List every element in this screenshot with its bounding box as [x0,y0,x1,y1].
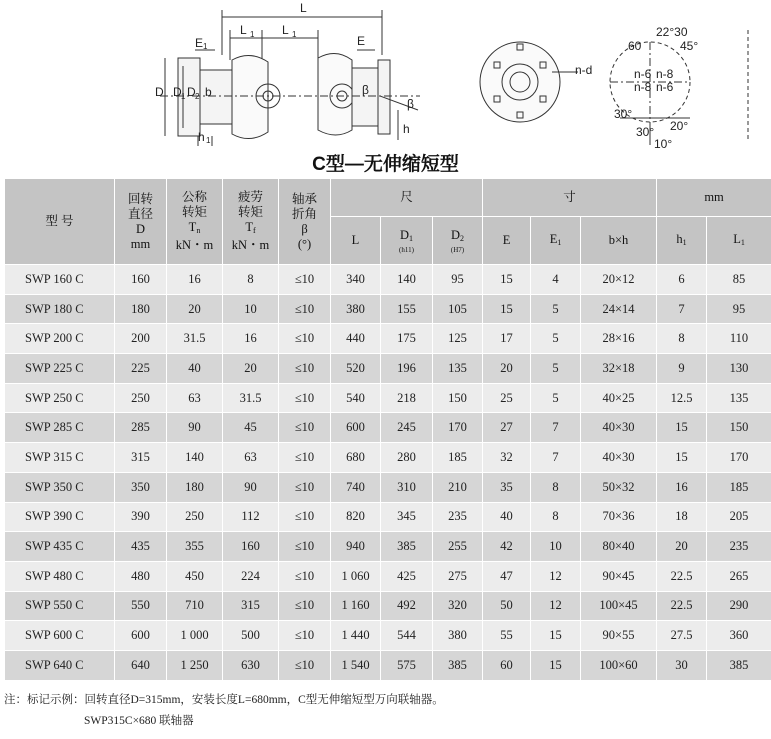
cell-l1: 95 [707,294,771,324]
cell-beta: ≤10 [279,561,331,591]
cell-bxh: 50×32 [581,472,657,502]
cell-e1: 5 [531,354,581,384]
cell-model: SWP 600 C [5,621,115,651]
label-h: h [403,122,410,136]
header-D1-text: D [399,227,410,242]
header-Tn-sub: n [196,226,201,235]
header-beta-l2: 折角 [291,206,317,221]
label-D1: D [173,85,182,99]
cell-e: 15 [483,294,531,324]
cell-d: 200 [115,324,167,354]
cell-h1: 16 [657,472,707,502]
cell-model: SWP 350 C [5,472,115,502]
cell-d: 550 [115,591,167,621]
header-D1-tol: (h11) [399,245,414,254]
cell-beta: ≤10 [279,472,331,502]
header-D2-sub: 2 [460,233,465,243]
header-beta-l1: 轴承 [291,191,317,206]
label-E1: E [195,36,204,50]
label-angle-30-b: 30° [636,125,655,139]
cell-model: SWP 200 C [5,324,115,354]
cell-beta: ≤10 [279,294,331,324]
cell-e1: 5 [531,324,581,354]
cell-bxh: 70×36 [581,502,657,532]
note-line-1: 注：标记示例：回转直径D=315mm，安装长度L=680mm，C型无伸缩短型万向联轴器。 [4,694,444,706]
cell-bxh: 90×55 [581,621,657,651]
cell-l: 680 [331,443,381,473]
table-row [5,621,771,651]
label-beta-1: β [362,83,369,97]
label-E: E [357,34,366,48]
cell-tf: 16 [223,324,279,354]
cell-d2: 105 [433,294,483,324]
cell-model: SWP 480 C [5,561,115,591]
cell-d: 390 [115,502,167,532]
cell-d: 315 [115,443,167,473]
cell-beta: ≤10 [279,413,331,443]
label-E1-sub: 1 [203,42,208,51]
label-h1-sub: 1 [206,136,211,145]
cell-beta: ≤10 [279,324,331,354]
label-60: 60 [628,39,642,53]
cell-d2: 95 [433,265,483,295]
cell-l: 940 [331,532,381,562]
header-model: 型 号 [5,179,115,265]
cell-h1: 6 [657,265,707,295]
header-Tf-sub: f [252,226,256,235]
cell-bxh: 28×16 [581,324,657,354]
cell-model: SWP 225 C [5,354,115,384]
cell-beta: ≤10 [279,354,331,384]
cell-l1: 135 [707,383,771,413]
header-L1 [707,217,771,265]
cell-tn: 355 [167,532,223,562]
cell-d2: 185 [433,443,483,473]
cell-tn: 31.5 [167,324,223,354]
cell-l: 340 [331,265,381,295]
cell-l: 540 [331,383,381,413]
cell-model: SWP 640 C [5,650,115,680]
cell-d2: 380 [433,621,483,651]
cell-tf: 45 [223,413,279,443]
cell-e1: 5 [531,383,581,413]
spec-table [4,178,771,681]
cell-tf: 8 [223,265,279,295]
header-D-l3: D [135,221,146,236]
cell-tn: 710 [167,591,223,621]
cell-d: 180 [115,294,167,324]
cell-h1: 7 [657,294,707,324]
cell-d1: 492 [381,591,433,621]
table-row [5,650,771,680]
cell-l1: 360 [707,621,771,651]
label-D: D [155,85,164,99]
label-n6-b: n-6 [656,80,674,94]
label-angle-45: 45° [680,39,699,53]
cell-l1: 130 [707,354,771,384]
header-Tn-l4: kN・m [175,238,214,252]
table-row [5,324,771,354]
header-Tn-l3: T [188,220,197,234]
cell-bxh: 40×30 [581,413,657,443]
cell-model: SWP 250 C [5,383,115,413]
cell-tn: 16 [167,265,223,295]
cell-d1: 385 [381,532,433,562]
cell-beta: ≤10 [279,650,331,680]
cell-l1: 170 [707,443,771,473]
cell-e1: 15 [531,621,581,651]
header-D2 [433,217,483,265]
cell-l1: 110 [707,324,771,354]
cell-bxh: 90×45 [581,561,657,591]
cell-l1: 265 [707,561,771,591]
label-h1: h [198,130,205,144]
header-D-l1: 回转 [127,191,153,206]
label-L1-left: L [240,23,247,37]
label-L1-left-sub: 1 [250,30,255,39]
cell-l: 1 160 [331,591,381,621]
header-beta [279,179,331,265]
cell-beta: ≤10 [279,443,331,473]
header-D [115,179,167,265]
cell-tn: 250 [167,502,223,532]
cell-l: 1 540 [331,650,381,680]
cell-l: 600 [331,413,381,443]
cell-e1: 15 [531,650,581,680]
cell-tf: 500 [223,621,279,651]
header-L: L [331,217,381,265]
cell-tn: 450 [167,561,223,591]
header-beta-l3: β [301,221,308,236]
label-beta-2: β [407,97,414,111]
cell-d1: 140 [381,265,433,295]
cell-d2: 320 [433,591,483,621]
header-size: 尺 [331,179,483,217]
cell-d2: 150 [433,383,483,413]
label-b: b [205,85,212,99]
cell-l: 1 440 [331,621,381,651]
cell-tf: 112 [223,502,279,532]
cell-l1: 235 [707,532,771,562]
cell-bxh: 100×45 [581,591,657,621]
cell-d2: 170 [433,413,483,443]
cell-d2: 385 [433,650,483,680]
cell-d: 600 [115,621,167,651]
header-Tf-l3: T [245,220,253,234]
table-row [5,354,771,384]
cell-model: SWP 285 C [5,413,115,443]
table-row [5,532,771,562]
cell-bxh: 20×12 [581,265,657,295]
page-title: C型—无伸缩短型 [312,154,459,175]
cell-l1: 150 [707,413,771,443]
header-Tf-l4: kN・m [231,238,270,252]
cell-h1: 22.5 [657,561,707,591]
cell-d1: 345 [381,502,433,532]
cell-e: 35 [483,472,531,502]
header-E1-text: E [549,231,558,246]
table-row [5,591,771,621]
cell-e1: 8 [531,472,581,502]
table-row [5,413,771,443]
label-angle-20: 20° [670,119,689,133]
cell-d2: 125 [433,324,483,354]
header-L1-text: L [733,231,741,246]
cell-bxh: 40×25 [581,383,657,413]
cell-d1: 245 [381,413,433,443]
cell-tn: 40 [167,354,223,384]
header-size2: 寸 [483,179,657,217]
cell-h1: 22.5 [657,591,707,621]
cell-e: 15 [483,265,531,295]
table-row [5,294,771,324]
header-Tn [167,179,223,265]
header-Tf-l2: 转矩 [237,205,263,219]
cell-e1: 10 [531,532,581,562]
cell-d2: 235 [433,502,483,532]
cell-tn: 1 000 [167,621,223,651]
cell-d1: 310 [381,472,433,502]
cell-tn: 90 [167,413,223,443]
cell-d1: 544 [381,621,433,651]
label-L1-right: L [282,23,289,37]
technical-drawing [0,0,771,160]
header-h1-text: h [676,231,683,246]
cell-beta: ≤10 [279,621,331,651]
cell-e: 50 [483,591,531,621]
cell-beta: ≤10 [279,591,331,621]
cell-model: SWP 435 C [5,532,115,562]
cell-h1: 20 [657,532,707,562]
cell-tn: 140 [167,443,223,473]
header-E1 [531,217,581,265]
cell-h1: 30 [657,650,707,680]
header-bxh: b×h [581,217,657,265]
cell-l: 380 [331,294,381,324]
cell-e: 25 [483,383,531,413]
cell-tf: 10 [223,294,279,324]
cell-e: 55 [483,621,531,651]
label-n-d: n-d [575,63,593,77]
cell-l1: 385 [707,650,771,680]
table-row [5,265,771,295]
header-E1-sub: 1 [557,237,562,247]
cell-e1: 7 [531,413,581,443]
label-L1-right-sub: 1 [292,30,297,39]
cell-e: 60 [483,650,531,680]
label-n6-a: n-6 [634,67,652,81]
cell-h1: 18 [657,502,707,532]
cell-tf: 160 [223,532,279,562]
header-D2-tol: (H7) [450,245,465,254]
cell-d1: 155 [381,294,433,324]
cell-e: 32 [483,443,531,473]
cell-model: SWP 180 C [5,294,115,324]
label-angle-30-a: 30° [614,107,633,121]
cell-tf: 31.5 [223,383,279,413]
cell-l1: 205 [707,502,771,532]
cell-model: SWP 160 C [5,265,115,295]
cell-d: 285 [115,413,167,443]
header-L1-sub: 1 [740,237,745,247]
cell-h1: 12.5 [657,383,707,413]
cell-h1: 8 [657,324,707,354]
cell-h1: 9 [657,354,707,384]
table-row [5,561,771,591]
cell-e: 40 [483,502,531,532]
header-D1-sub: 1 [409,233,414,243]
cell-tf: 90 [223,472,279,502]
header-Tf [223,179,279,265]
cell-beta: ≤10 [279,383,331,413]
cell-d: 350 [115,472,167,502]
cell-tn: 1 250 [167,650,223,680]
cell-bxh: 32×18 [581,354,657,384]
cell-d1: 196 [381,354,433,384]
cell-model: SWP 315 C [5,443,115,473]
cell-bxh: 40×30 [581,443,657,473]
header-beta-l4: (°) [297,236,312,251]
cell-tn: 180 [167,472,223,502]
cell-tf: 63 [223,443,279,473]
cell-d: 225 [115,354,167,384]
table-row [5,502,771,532]
cell-tf: 315 [223,591,279,621]
cell-model: SWP 550 C [5,591,115,621]
cell-l1: 290 [707,591,771,621]
label-L: L [300,1,307,15]
cell-d: 480 [115,561,167,591]
cell-d1: 575 [381,650,433,680]
cell-e: 17 [483,324,531,354]
cell-l: 520 [331,354,381,384]
cell-beta: ≤10 [279,532,331,562]
header-E: E [483,217,531,265]
header-D1 [381,217,433,265]
cell-l: 1 060 [331,561,381,591]
table-row [5,443,771,473]
cell-d2: 210 [433,472,483,502]
label-n8-b: n-8 [634,80,652,94]
header-Tf-l1: 疲劳 [237,190,263,204]
cell-tf: 630 [223,650,279,680]
header-D-l4: mm [130,236,151,251]
spec-table-body [5,265,771,681]
header-D2-text: D [450,227,461,242]
cell-e: 47 [483,561,531,591]
cell-d1: 218 [381,383,433,413]
label-D2: D [187,85,196,99]
label-D2-sub: 2 [195,92,200,101]
cell-e1: 4 [531,265,581,295]
cell-model: SWP 390 C [5,502,115,532]
cell-h1: 27.5 [657,621,707,651]
cell-tf: 20 [223,354,279,384]
cell-bxh: 24×14 [581,294,657,324]
cell-beta: ≤10 [279,502,331,532]
header-D-l2: 直径 [127,206,153,221]
cell-beta: ≤10 [279,265,331,295]
coupling-drawing-svg [0,0,771,160]
cell-d1: 175 [381,324,433,354]
cell-d2: 135 [433,354,483,384]
table-row [5,383,771,413]
cell-bxh: 80×40 [581,532,657,562]
cell-d2: 275 [433,561,483,591]
note-line-2: SWP315C×680 联轴器 [84,715,194,727]
label-angle-2230: 22°30 [656,25,688,39]
cell-tn: 63 [167,383,223,413]
cell-l: 440 [331,324,381,354]
cell-d1: 425 [381,561,433,591]
label-angle-10: 10° [654,137,673,151]
header-Tn-l1: 公称 [181,190,207,204]
cell-d1: 280 [381,443,433,473]
cell-tn: 20 [167,294,223,324]
cell-l1: 185 [707,472,771,502]
table-row [5,472,771,502]
cell-e: 42 [483,532,531,562]
cell-e1: 5 [531,294,581,324]
cell-l: 740 [331,472,381,502]
cell-bxh: 100×60 [581,650,657,680]
label-D1-sub: 1 [181,92,186,101]
cell-d: 435 [115,532,167,562]
cell-d: 640 [115,650,167,680]
label-n8-a: n-8 [656,67,674,81]
cell-d2: 255 [433,532,483,562]
cell-d: 250 [115,383,167,413]
cell-e1: 12 [531,591,581,621]
cell-e1: 12 [531,561,581,591]
header-h1 [657,217,707,265]
cell-e1: 7 [531,443,581,473]
cell-e: 20 [483,354,531,384]
header-Tn-l2: 转矩 [181,205,207,219]
cell-l1: 85 [707,265,771,295]
header-mm: mm [657,179,771,217]
cell-tf: 224 [223,561,279,591]
cell-h1: 15 [657,443,707,473]
cell-e1: 8 [531,502,581,532]
cell-l: 820 [331,502,381,532]
cell-d: 160 [115,265,167,295]
cell-e: 27 [483,413,531,443]
header-h1-sub: 1 [682,237,687,247]
cell-h1: 15 [657,413,707,443]
